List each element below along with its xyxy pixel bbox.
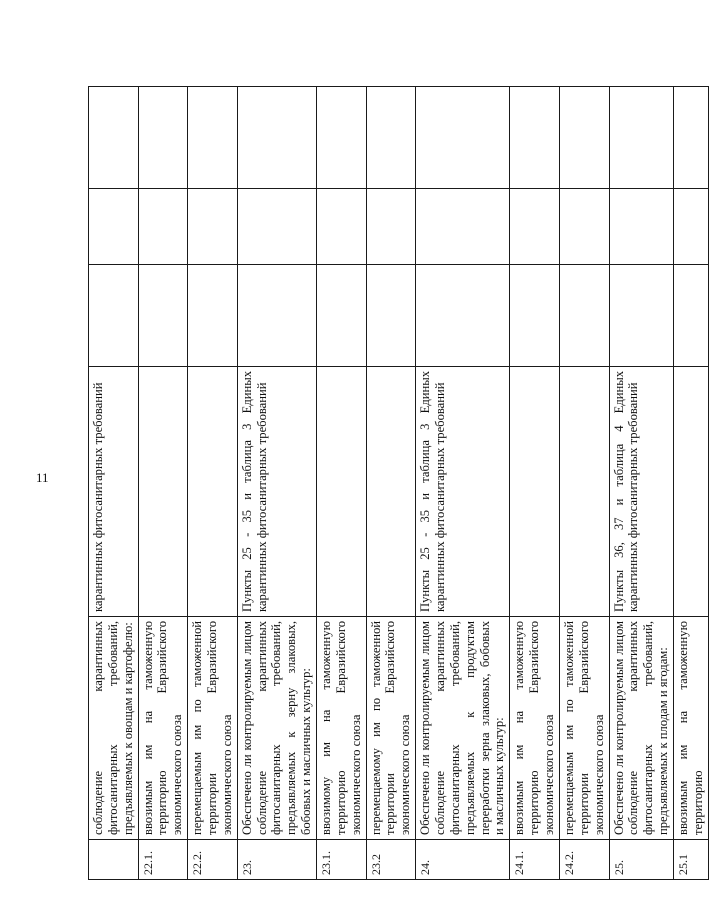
table-row: [138, 87, 188, 880]
legal-reference: [188, 367, 238, 617]
requirement-text: Обеспечено ли контролируемым лицом соблюдение карантинных фитосанитарных требований, предъявляемых к плодам и ягодам:: [609, 617, 673, 840]
rotated-table-wrapper: [88, 87, 705, 880]
table-row: [188, 87, 238, 880]
table-row: [366, 87, 416, 880]
requirement-text: ввозимому им на таможенную территорию Евразийского экономического союза: [317, 617, 367, 840]
table-row: [609, 87, 673, 880]
row-number: 25.: [609, 840, 673, 880]
legal-reference: [559, 367, 609, 617]
answer-cell: [89, 87, 139, 189]
answer-cell: [673, 189, 708, 265]
answer-cell: [237, 265, 316, 367]
answer-cell: [510, 87, 560, 189]
table-row: [89, 87, 139, 880]
requirement-text: Обеспечено ли контролируемым лицом соблюдение карантинных фитосанитарных требований, предъявляемых к зерну злаковых, бобовых и масличных культур:: [237, 617, 316, 840]
answer-cell: [510, 189, 560, 265]
requirements-table: [88, 86, 709, 880]
row-number: 24.: [416, 840, 510, 880]
answer-cell: [609, 265, 673, 367]
legal-reference: [317, 367, 367, 617]
row-number: [89, 840, 139, 880]
row-number: 22.2.: [188, 840, 238, 880]
answer-cell: [89, 265, 139, 367]
row-number: 23.2: [366, 840, 416, 880]
requirement-text: перемещаемым им по таможенной территории Евразийского экономического союза: [559, 617, 609, 840]
table-row: [510, 87, 560, 880]
answer-cell: [673, 265, 708, 367]
table-row: [416, 87, 510, 880]
answer-cell: [510, 265, 560, 367]
table-row: [317, 87, 367, 880]
answer-cell: [416, 265, 510, 367]
requirement-text: ввозимым им на таможенную территорию Евразийского экономического союза: [510, 617, 560, 840]
answer-cell: [237, 189, 316, 265]
answer-cell: [188, 265, 238, 367]
row-number: 25.1: [673, 840, 708, 880]
answer-cell: [237, 87, 316, 189]
answer-cell: [317, 265, 367, 367]
answer-cell: [673, 87, 708, 189]
answer-cell: [366, 265, 416, 367]
page-number: 11: [36, 470, 49, 485]
answer-cell: [188, 87, 238, 189]
table-row: [559, 87, 609, 880]
answer-cell: [609, 87, 673, 189]
requirement-text: Обеспечено ли контролируемым лицом соблюдение карантинных фитосанитарных требований, предъявляемых к продуктам переработки зерна злаковых, бобовых и масличных культур:: [416, 617, 510, 840]
legal-reference: Пункты 25 - 35 и таблица 3 Единых карантинных фитосанитарных требований: [237, 367, 316, 617]
answer-cell: [188, 189, 238, 265]
answer-cell: [416, 87, 510, 189]
legal-reference: карантинных фитосанитарных требований: [89, 367, 139, 617]
answer-cell: [559, 87, 609, 189]
requirement-text: соблюдение карантинных фитосанитарных требований, предъявляемых к овощам и картофелю:: [89, 617, 139, 840]
answer-cell: [138, 87, 188, 189]
requirement-text: перемещаемым им по таможенной территории Евразийского экономического союза: [188, 617, 238, 840]
table-row: [673, 87, 708, 880]
answer-cell: [138, 189, 188, 265]
legal-reference: [366, 367, 416, 617]
answer-cell: [559, 189, 609, 265]
legal-reference: Пункты 25 - 35 и таблица 3 Единых карантинных фитосанитарных требований: [416, 367, 510, 617]
requirement-text: ввозимым им на таможенную территорию: [673, 617, 708, 840]
row-number: 23.: [237, 840, 316, 880]
answer-cell: [559, 265, 609, 367]
legal-reference: Пункты 36, 37 и таблица 4 Единых карантинных фитосанитарных требований: [609, 367, 673, 617]
table-row: [237, 87, 316, 880]
requirement-text: ввозимым им на таможенную территорию Евразийского экономического союза: [138, 617, 188, 840]
row-number: 22.1.: [138, 840, 188, 880]
answer-cell: [138, 265, 188, 367]
legal-reference: [673, 367, 708, 617]
row-number: 24.2.: [559, 840, 609, 880]
answer-cell: [366, 189, 416, 265]
row-number: 23.1.: [317, 840, 367, 880]
answer-cell: [609, 189, 673, 265]
answer-cell: [416, 189, 510, 265]
legal-reference: [138, 367, 188, 617]
answer-cell: [317, 189, 367, 265]
requirement-text: перемещаемому им по таможенной территории Евразийского экономического союза: [366, 617, 416, 840]
row-number: 24.1.: [510, 840, 560, 880]
answer-cell: [366, 87, 416, 189]
answer-cell: [89, 189, 139, 265]
answer-cell: [317, 87, 367, 189]
legal-reference: [510, 367, 560, 617]
